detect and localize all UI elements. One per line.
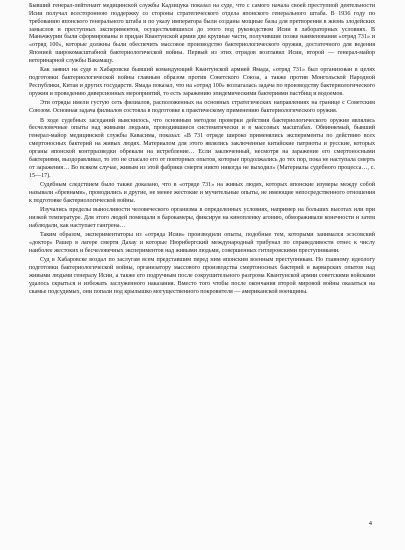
paragraph-4: В ходе судебных заседаний выяснилось, что основным методом проверки действия бактериологического оружия являлись бесчеловечные опыты над живыми людьми, проводившиеся систематически и в массовых масштабах. Обвиняемый, бывший генерал-майор медицинской службы Кавасима, показал: «В 731 отряде широко применялись эксперименты по действию всех смертоносных бактерий на живых людях. Материалом для этого являлись заключенные китайские патриоты и русские, которых органы японской контрразведки обрекали на истребление… Если заключенный, несмотря на заражение его смертоносными бактериями, выздоравливал, то это не спасало его от повторных опытов, которые продолжались до тех пор, пока не наступала смерть от заражения… Во всяком случае, живым из этой фабрики смерти никто никогда не выходил» (Материалы судебного процесса…, с. 15—17). — [29, 117, 375, 179]
paragraph-6: Изучались пределы выносливости человеческого организма в определенных условиях, например на больших высотах или при низкой температуре. Для этого людей помещали в барокамеры, фиксируя на кинопленку агонию, обмораживали конечности и затем наблюдали, как наступает гангрена… — [29, 207, 375, 229]
paragraph-3: Эти отряды имели густую сеть филиалов, расположенных на основных стратегических направлениях на границе с Советским Союзом. Основная задача филиалов состояла в подготовке к практическому применению бактериологического оружия. — [29, 100, 375, 115]
paragraph-1: Бывший генерал-лейтенант медицинской службы Кадзицука показал на суде, что с самого начала своей преступной деятельности Исии получал всесторонною поддержку со стороны стратегического отдела японского генерального штаба. В 1936 году по требованию японского генерального штаба и по указу императора были созданы мощные базы для претворения в жизнь злодейских замыслов и преступных экспериментов, осуществлявшихся до этого под руководством Исии в лабораторных условиях. В Маньчжурии были сформированы и придан Квантунской армии две крупные части, получившие позже наименования «отряд 731» и «отряд 100», которые должны были обеспечить массовое производство бактериологического оружия, достаточного для ведения Японией широкомасштабной бактериологической войны. Первый из этих отрядов возглавил Исии, второй — генерал-майор ветеринарной службы Вакамацу. — [29, 3, 375, 64]
paragraph-5: Судебным следствием было также доказано, что в «отряде 731» на живых людях, которых японские изуверы между собой называли «бревнами», проводились и другие, не менее жестокие и мучительные опыты, не имеющие непосредственного отношения к подготовке бактериологической войны. — [29, 181, 375, 204]
page-number: 4 — [368, 520, 372, 527]
paragraph-8: Суд в Хабаровске воздал по заслугам всем представшим перед ним японским военным преступникам. Но главному идеологу подготовки бактериологической войны, организатору массового производства смертоносных бактерий и варварских опытов над живыми людьми генералу Исии, а также его подручным после сокрушительного разгрома Квантунской армии советскими войсками удалось скрыться и избежать заслуженного наказания. Вместо того чтобы после окончания второй мировой войны оказаться на скамье подсудимых, они попали под крылышко могущественного покровителя — американской военщины. — [29, 257, 375, 295]
paragraph-7: Таким образом, экспериментаторы из «отряда Исии» производили опыты, подобные тем, которыми занимался эсэсовский «доктор» Рашер в лагере смерти Дахау и которые Нюрнбергский международный трибунал по справедливости отнес к числу наиболее жестоких и бесчеловечных экспериментов над живыми людьми, совершенных гитлеровскими преступниками. — [29, 232, 375, 254]
paragraph-2: Как заявил на суде в Хабаровске бывший командующий Квантунской армией Ямада, «отряд 731» был организован в целях подготовки бактериологической войны главным образом против Советского Союза, а также против Монгольской Народной Республики, Китая и других государств. Ямада показал, что на «отряд 100» возлагалась задача по производству бактериологического оружия и проведению диверсионных мероприятий, то есть заражению эпидемическими бактериями пастбищ и водоемов. — [29, 67, 375, 97]
